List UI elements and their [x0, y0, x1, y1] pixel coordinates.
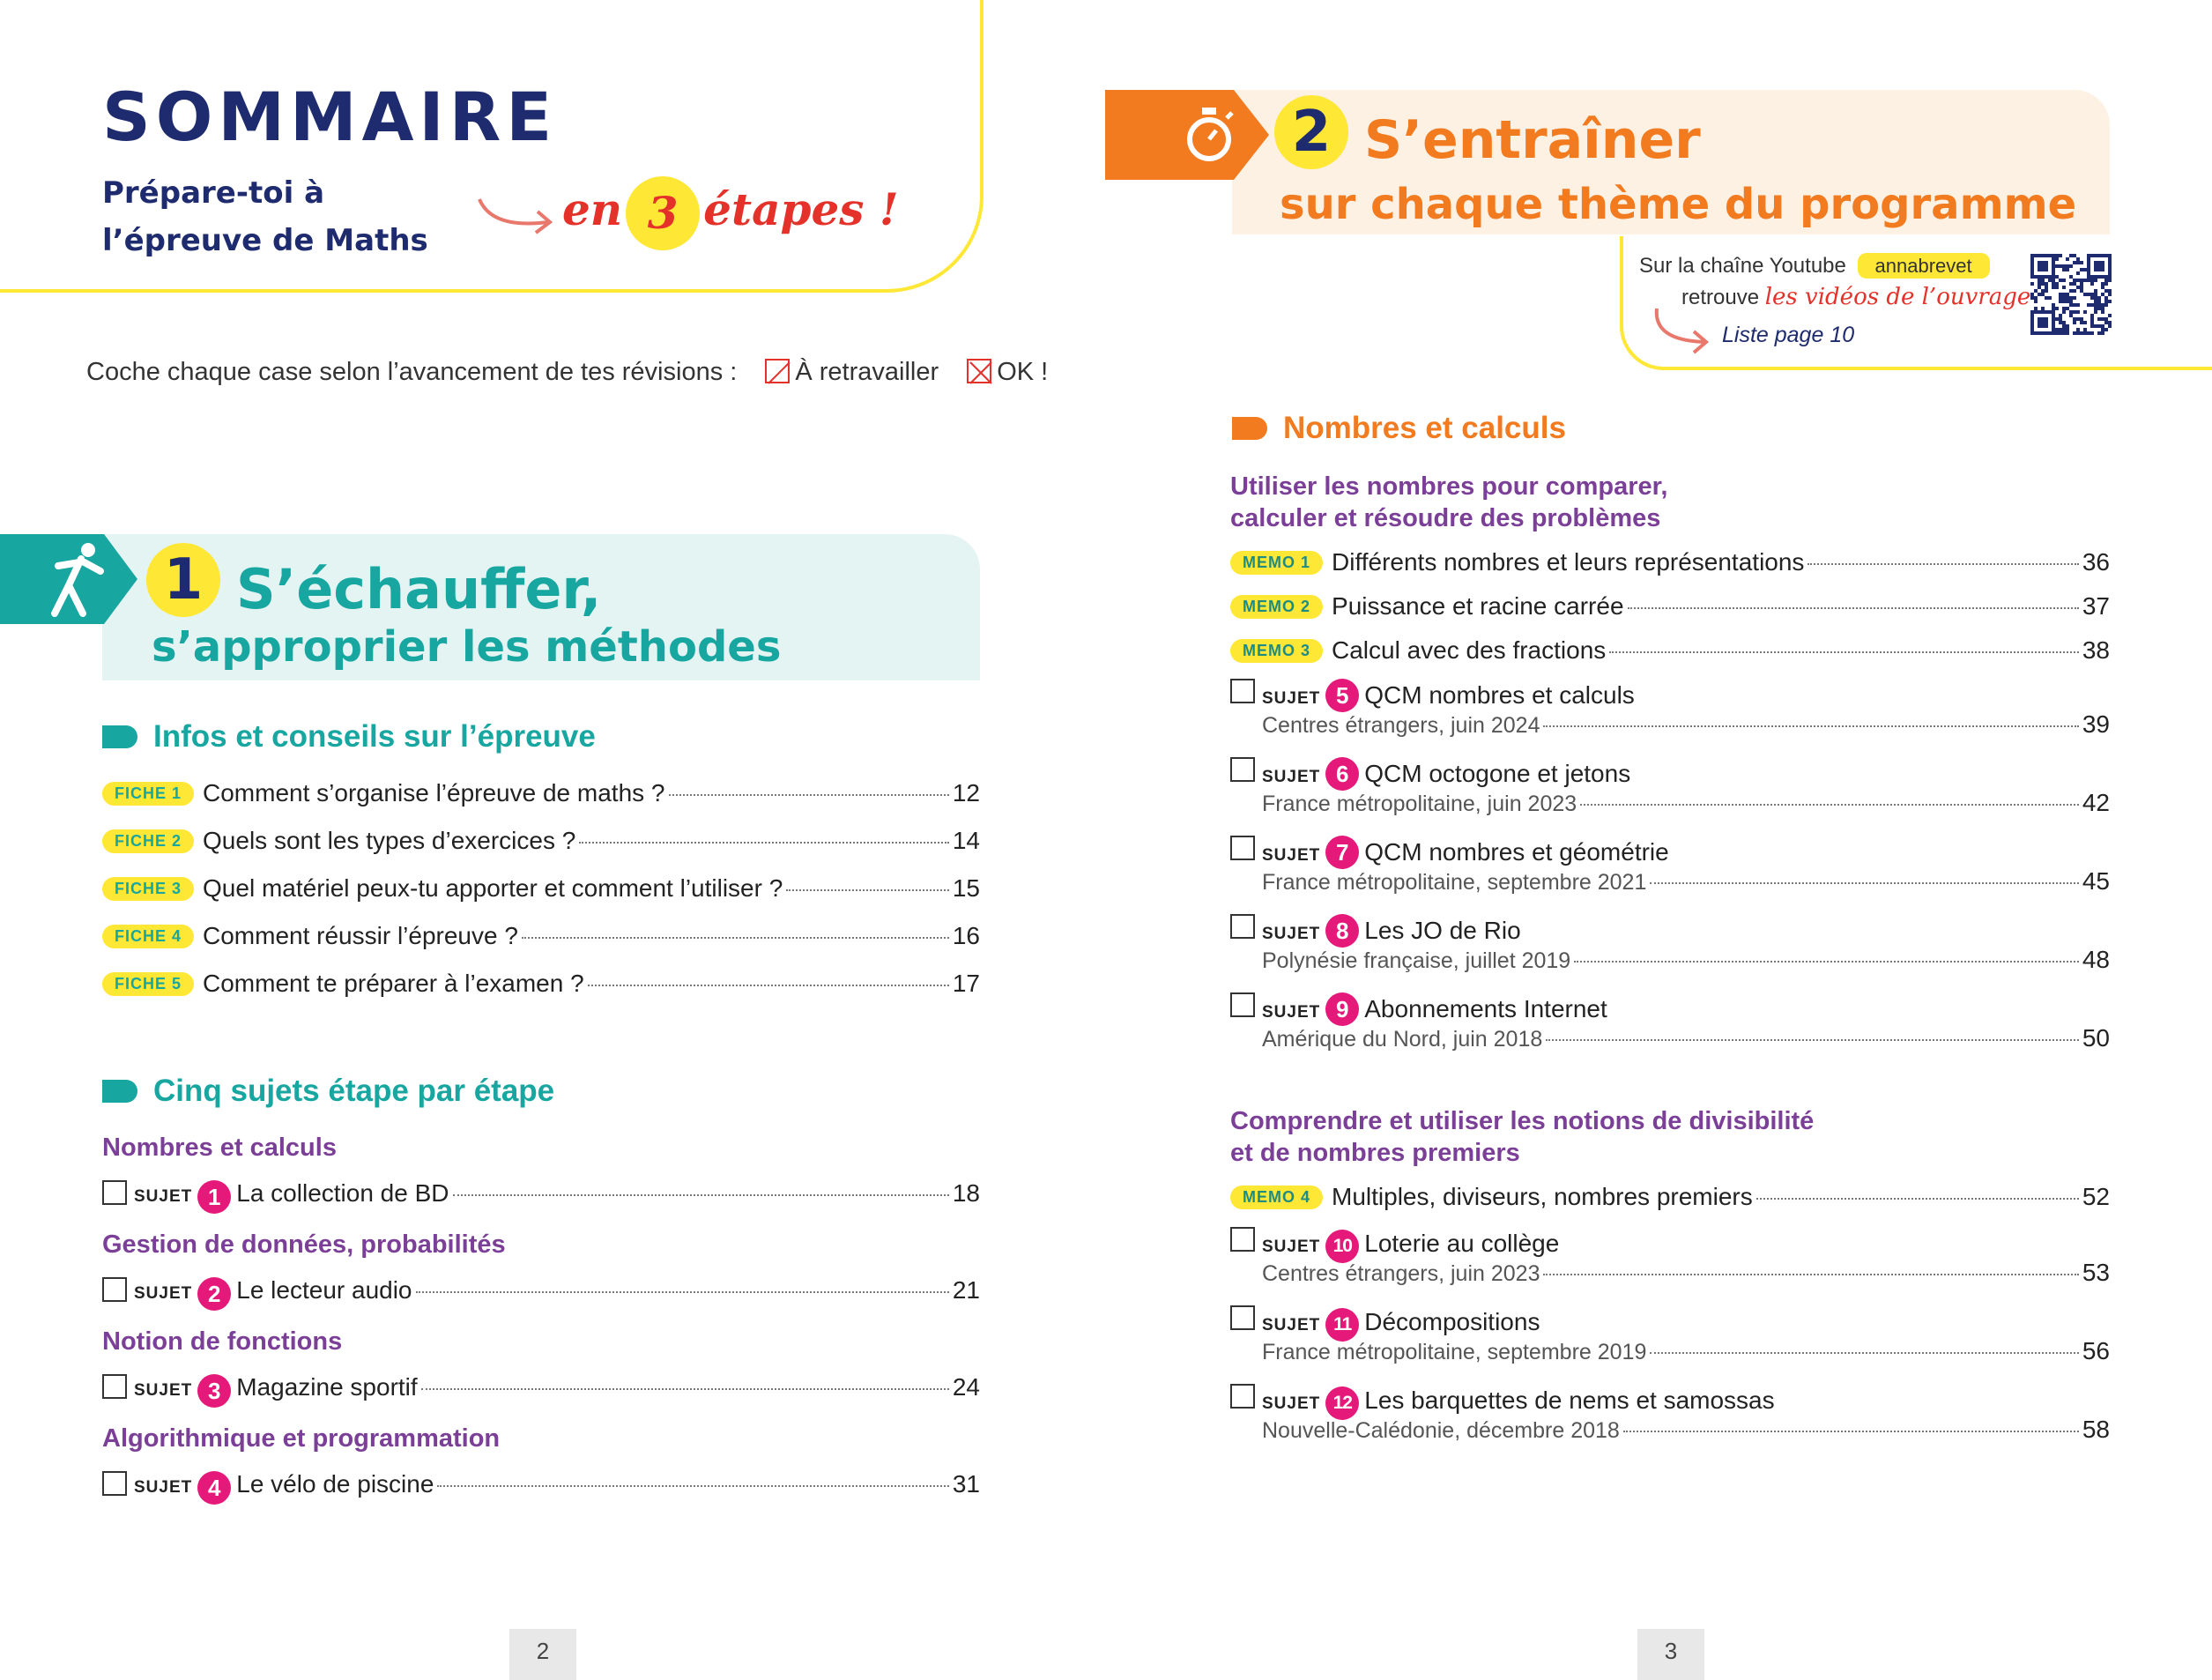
page-ref: 18: [952, 1179, 980, 1207]
curved-arrow-icon: [474, 189, 562, 242]
sujet-tag: SUJET: [1262, 1003, 1321, 1022]
fiche-tag: FICHE 1: [102, 782, 194, 806]
memo-tag: MEMO 4: [1230, 1186, 1323, 1209]
step2-title: S’entraîner: [1364, 109, 1701, 171]
sujet-number: 6: [1325, 757, 1359, 791]
row-label: [102, 1470, 434, 1505]
page-subtitle: Prépare-toi à l’épreuve de Maths: [102, 175, 428, 258]
sujet-number: 10: [1325, 1230, 1359, 1263]
sub2-line2: et de nombres premiers: [1230, 1139, 1520, 1167]
row-label: [102, 1373, 418, 1408]
videos-line: [1681, 284, 2030, 310]
sujet-source: Centres étrangers, juin 2024: [1262, 713, 1540, 738]
page-ref: 31: [952, 1470, 980, 1498]
heading-marker: [102, 1080, 137, 1103]
sujet-number: 8: [1325, 914, 1359, 948]
checkbox[interactable]: [102, 1374, 127, 1399]
fiche-tag: FICHE 3: [102, 877, 194, 901]
memo-tag: MEMO 2: [1230, 595, 1323, 619]
sujet-source: France métropolitaine, juin 2023: [1262, 792, 1577, 816]
runner-icon: [46, 539, 108, 619]
tagline-number: 3: [626, 176, 700, 250]
checked-box-icon: [967, 359, 991, 383]
sujet-tag: SUJET: [134, 1187, 193, 1206]
row-label: [102, 1276, 412, 1311]
sujet-title-row[interactable]: [1230, 914, 1521, 948]
nombres-heading-text: Nombres et calculs: [1283, 411, 1566, 445]
sujet-tag: SUJET: [1262, 846, 1321, 865]
memo-row[interactable]: [1230, 636, 2110, 665]
leader-dots: [1807, 563, 2078, 565]
fiche-label: Quels sont les types d’exercices ?: [203, 827, 576, 854]
leader-dots: [579, 842, 949, 844]
row-label: [1262, 1024, 1542, 1052]
page-ref: 45: [2082, 867, 2110, 895]
memo-row[interactable]: [1230, 592, 2110, 621]
sujet-label: Loterie au collège: [1364, 1230, 1560, 1257]
checkbox[interactable]: [1230, 836, 1255, 860]
legend-ok: OK !: [997, 358, 1049, 386]
memo-row[interactable]: [1230, 1183, 2110, 1211]
page-ref: 39: [2082, 710, 2110, 738]
sujet-label: QCM octogone et jetons: [1364, 760, 1631, 787]
checkbox[interactable]: [1230, 992, 1255, 1017]
heading-marker: [1232, 417, 1267, 440]
checkbox[interactable]: [1230, 757, 1255, 782]
step2-number: 2: [1274, 95, 1348, 169]
tagline-pre: en: [562, 183, 623, 235]
checkbox[interactable]: [1230, 1305, 1255, 1330]
leader-dots: [786, 889, 949, 891]
instruction-line: [86, 358, 1048, 387]
page-ref: 48: [2082, 946, 2110, 973]
leader-dots: [1609, 651, 2079, 653]
page-number-right: 3: [1637, 1629, 1704, 1680]
page-title: SOMMAIRE: [102, 78, 558, 156]
sujet-label: Décompositions: [1364, 1308, 1540, 1335]
leader-dots: [1628, 607, 2079, 609]
page-ref: 17: [952, 970, 980, 997]
memo-tag: MEMO 3: [1230, 639, 1323, 663]
fiche-row[interactable]: [102, 779, 980, 807]
checkbox[interactable]: [1230, 914, 1255, 939]
leader-dots: [421, 1388, 949, 1390]
page-ref: 16: [952, 922, 980, 949]
sujet-source-row[interactable]: [1262, 1259, 2110, 1287]
sujet-source: Nouvelle-Calédonie, décembre 2018: [1262, 1418, 1620, 1443]
sujet-row[interactable]: [102, 1179, 980, 1214]
sujet-number: 4: [197, 1471, 231, 1505]
group-heading: Nombres et calculs: [102, 1134, 337, 1162]
step1-title: S’échauffer,: [236, 557, 602, 621]
row-label: [1262, 789, 1577, 817]
row-label: [102, 970, 584, 998]
sujet-row[interactable]: [102, 1470, 980, 1505]
infos-heading: [102, 719, 596, 755]
sujet-tag: SUJET: [1262, 1316, 1321, 1334]
heading-marker: [102, 725, 137, 748]
fiche-tag: FICHE 5: [102, 972, 194, 996]
memo-label: Différents nombres et leurs représentations: [1332, 548, 1805, 576]
page-ref: 24: [952, 1373, 980, 1401]
fiche-label: Comment s’organise l’épreuve de maths ?: [203, 779, 665, 807]
group-heading: Notion de fonctions: [102, 1327, 343, 1356]
half-checked-box-icon: [765, 359, 790, 383]
qr-code-icon[interactable]: [2030, 254, 2112, 335]
infos-heading-text: Infos et conseils sur l’épreuve: [153, 719, 596, 754]
sujet-source: France métropolitaine, septembre 2019: [1262, 1340, 1647, 1364]
sujet-number: 11: [1325, 1308, 1359, 1342]
page-ref: 56: [2082, 1337, 2110, 1364]
sujet-row[interactable]: [102, 1373, 980, 1408]
youtube-channel[interactable]: annabrevet: [1858, 253, 1990, 279]
memo-label: Calcul avec des fractions: [1332, 636, 1607, 664]
row-label: [1230, 592, 1624, 621]
sujet-tag: SUJET: [134, 1284, 193, 1303]
sujet-source-row[interactable]: [1262, 1024, 2110, 1052]
sujet-tag: SUJET: [1262, 1394, 1321, 1413]
fiche-tag: FICHE 4: [102, 925, 194, 948]
page-ref: 58: [2082, 1416, 2110, 1443]
checkbox[interactable]: [1230, 679, 1255, 703]
fiche-row[interactable]: [102, 922, 980, 950]
sujet-label: La collection de BD: [236, 1179, 449, 1207]
row-label: [1230, 1183, 1753, 1211]
youtube-line: [1639, 254, 1990, 279]
sujet-tag: SUJET: [1262, 768, 1321, 786]
three-steps-tagline: [562, 176, 899, 250]
tagline-post: étapes !: [703, 183, 899, 235]
sujet-source: France métropolitaine, septembre 2021: [1262, 870, 1647, 895]
leader-dots: [1546, 1039, 2079, 1041]
page-ref: 14: [952, 827, 980, 854]
sujet-label: Le lecteur audio: [236, 1276, 412, 1304]
sujet-number: 12: [1325, 1386, 1359, 1420]
memo-row[interactable]: [1230, 548, 2110, 576]
sujet-source: Centres étrangers, juin 2023: [1262, 1261, 1540, 1286]
sujet-number: 3: [197, 1374, 231, 1408]
row-label: [102, 1179, 449, 1214]
row-label: [1230, 636, 1606, 665]
page-ref: 21: [952, 1276, 980, 1304]
page-ref: 12: [952, 779, 980, 807]
sujet-row[interactable]: [102, 1276, 980, 1311]
fiche-row[interactable]: [102, 970, 980, 998]
memo-label: Puissance et racine carrée: [1332, 592, 1624, 620]
sujet-source-row[interactable]: [1262, 789, 2110, 817]
stopwatch-icon: [1181, 102, 1237, 167]
group-heading: Gestion de données, probabilités: [102, 1230, 506, 1259]
sub2-heading: [1230, 1105, 1814, 1169]
step2-subtitle: sur chaque thème du programme: [1280, 180, 2077, 229]
row-label: [102, 827, 575, 855]
page-ref: 38: [2082, 636, 2110, 664]
leader-dots: [1580, 804, 2079, 806]
checkbox[interactable]: [102, 1471, 127, 1496]
sujet-tag: SUJET: [1262, 925, 1321, 943]
fiche-label: Quel matériel peux-tu apporter et comment l’utiliser ?: [203, 874, 783, 902]
leader-dots: [1574, 961, 2079, 963]
sujet-number: 9: [1325, 992, 1359, 1026]
sujet-source-row[interactable]: [1262, 1337, 2110, 1365]
page-number-left: 2: [509, 1629, 576, 1680]
nombres-heading: [1232, 411, 1566, 446]
videos-pre: retrouve: [1681, 286, 1760, 309]
leader-dots: [416, 1291, 949, 1293]
sujet-title-row[interactable]: [1230, 836, 1669, 869]
row-label: [102, 874, 783, 903]
step1-subtitle: s’approprier les méthodes: [152, 622, 782, 672]
sujet-title-row[interactable]: [1230, 679, 1635, 712]
sujet-tag: SUJET: [1262, 1238, 1321, 1256]
sujet-title-row[interactable]: [1230, 1384, 1775, 1420]
memo-label: Multiples, diviseurs, nombres premiers: [1332, 1183, 1753, 1210]
sujet-number: 2: [197, 1277, 231, 1311]
leader-dots: [437, 1485, 948, 1487]
page-ref: 53: [2082, 1259, 2110, 1286]
sujet-number: 7: [1325, 836, 1359, 869]
page-ref: 37: [2082, 592, 2110, 620]
page-ref: 52: [2082, 1183, 2110, 1210]
row-label: [1262, 1337, 1646, 1365]
sujet-source-row[interactable]: [1262, 946, 2110, 974]
fiche-tag: FICHE 2: [102, 829, 194, 853]
sujet-label: QCM nombres et géométrie: [1364, 838, 1669, 866]
checkbox[interactable]: [1230, 1227, 1255, 1252]
sujet-number: 5: [1325, 679, 1359, 712]
fiche-row[interactable]: [102, 874, 980, 903]
leader-dots: [1756, 1198, 2079, 1200]
fiche-label: Comment te préparer à l’examen ?: [203, 970, 584, 997]
checkbox[interactable]: [102, 1277, 127, 1302]
instruction-text: Coche chaque case selon l’avancement de tes révisions :: [86, 358, 738, 386]
sub2-line1: Comprendre et utiliser les notions de divisibilité: [1230, 1107, 1815, 1135]
sujet-tag: SUJET: [134, 1478, 193, 1497]
sujet-label: Le vélo de piscine: [236, 1470, 434, 1498]
page-ref: 15: [952, 874, 980, 902]
sujet-label: Les JO de Rio: [1364, 917, 1521, 944]
sujet-title-row[interactable]: [1230, 992, 1607, 1026]
row-label: [1262, 710, 1540, 739]
row-label: [1262, 946, 1570, 974]
legend-redo: À retravailler: [795, 358, 939, 386]
page-ref: 42: [2082, 789, 2110, 816]
sujet-source-row[interactable]: [1262, 710, 2110, 739]
curved-arrow-icon: [1650, 305, 1720, 358]
videos-em: les vidéos de l’ouvrage: [1764, 284, 2031, 310]
leader-dots: [669, 794, 949, 796]
leader-dots: [453, 1194, 949, 1196]
checkbox[interactable]: [1230, 1384, 1255, 1409]
sub1-heading: [1230, 471, 1667, 534]
row-label: [102, 922, 518, 950]
leader-dots: [1623, 1431, 2079, 1432]
step1-number: 1: [146, 543, 220, 617]
row-label: [1262, 1416, 1620, 1444]
row-label: [1230, 548, 1804, 576]
fiche-row[interactable]: [102, 827, 980, 855]
sujet-label: Les barquettes de nems et samossas: [1364, 1386, 1775, 1414]
sujet-source: Polynésie française, juillet 2019: [1262, 948, 1571, 973]
leader-dots: [1650, 1352, 2078, 1354]
cinq-heading: [102, 1074, 554, 1109]
sub1-line2: calculer et résoudre des problèmes: [1230, 504, 1661, 532]
memo-tag: MEMO 1: [1230, 551, 1323, 575]
leader-dots: [1650, 882, 2078, 884]
sujet-title-row[interactable]: [1230, 757, 1630, 791]
sujet-number: 1: [197, 1180, 231, 1214]
sujet-tag: SUJET: [134, 1381, 193, 1400]
sujet-title-row[interactable]: [1230, 1227, 1559, 1263]
sujet-label: Magazine sportif: [236, 1373, 418, 1401]
sujet-label: Abonnements Internet: [1364, 995, 1607, 1022]
leader-dots: [1543, 725, 2078, 727]
sub1-line1: Utiliser les nombres pour comparer,: [1230, 472, 1668, 501]
row-label: [1262, 1259, 1540, 1287]
group-heading: Algorithmique et programmation: [102, 1424, 501, 1453]
sujet-source: Amérique du Nord, juin 2018: [1262, 1027, 1543, 1052]
row-label: [1262, 867, 1646, 896]
page-ref: 50: [2082, 1024, 2110, 1052]
cinq-heading-text: Cinq sujets étape par étape: [153, 1074, 555, 1108]
youtube-pre: Sur la chaîne Youtube: [1639, 254, 1846, 278]
sujet-source-row[interactable]: [1262, 1416, 2110, 1444]
sujet-title-row[interactable]: [1230, 1305, 1540, 1342]
sujet-tag: SUJET: [1262, 689, 1321, 708]
page-ref: 36: [2082, 548, 2110, 576]
sujet-source-row[interactable]: [1262, 867, 2110, 896]
liste-link[interactable]: Liste page 10: [1722, 323, 1855, 347]
row-label: [102, 779, 665, 807]
leader-dots: [1543, 1274, 2078, 1275]
fiche-label: Comment réussir l’épreuve ?: [203, 922, 518, 949]
leader-dots: [522, 937, 949, 939]
checkbox[interactable]: [102, 1180, 127, 1205]
leader-dots: [588, 985, 949, 986]
sujet-label: QCM nombres et calculs: [1364, 681, 1635, 709]
